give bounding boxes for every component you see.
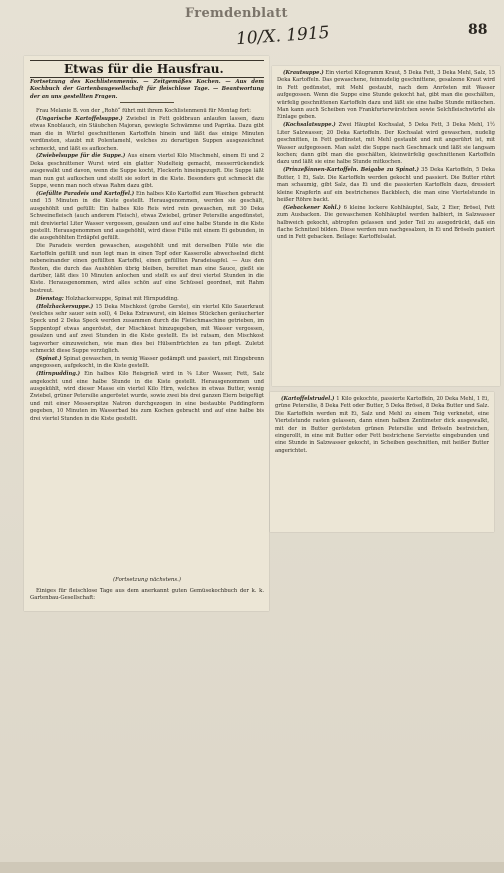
article-title: Etwas für die Hausfrau. — [64, 62, 224, 76]
recipe-text: Die Paradeis werden gewaschen, ausgehöhlt und mit derselben Fülle wie die Kartoffeln gefüllt und nun legt man in einen Topf oder Kasserolle abwechselnd dicht nebeneinander einen gefüllten Kartoffel, einen gefüllten Paradeisapfel. — Aus den Resten, die durch das Aushöhlen übrig bleiben, bereitet man eine Sauce, gießt sie darüber, läßt dies 10 Minuten anlochen und stellt es auf drei viertel Stunden in die Kiste. Herausgenommen, wird alles schön auf eine Schüssel geordnet, mit Rahm bestreut. — [30, 243, 264, 294]
recipe-text: 1 Kilo gekochte, passierte Kartoffeln, 20 Deka Mehl, 1 Ei, grüne Petersilie, 8 Deka Fett oder Butter, 5 Deka Brösel, 8 Deka Butter und Salz. Die Kartoffeln werden mit Ei, Salz und Mehl zu einem Teig verknetet, eine Viertelstunde rasten gelassen, dann einen halben Zentimeter dick ausgewalkt, mit der in Butter gerösteten grünen Petersilie und Bröseln bestreichen, eingerollt, in eine mit Butter oder Fett bestrichene Serviette eingebunden und eine Stunde in Salzwasser gekocht, in Scheiben geschnitten, mit heißer Butter angerichtet. — [275, 396, 489, 454]
recipe-name: (Kartoffelstrudel.) — [281, 396, 335, 402]
recipe-text: Ein viertel Kilogramm Kraut, 5 Deka Fett, 3 Deka Mehl, Salz, 15 Deka Kartoffeln. Das gewaschene, feinnudelig geschnittene, gesalzene Kraut wird in Fett gedünstet, mit Mehl gestaubt, nach dem Anrösten mit Wasser aufgegossen. Wenn die Suppe eine Stunde gekocht hat, gibt man die geschälten, würfelig geschnittenen Kartoffeln dazu und läßt sie eine halbe Stunde mitkochen. Man kann auch Scheiben von Frankfurterwürstchen sowie Selchfleischwürfel als Einlage geben. — [277, 70, 495, 121]
recipe-name: (Ungarische Kartoffelsuppe.) — [36, 115, 123, 122]
recipe-text: Ein halbes Kilo Reisgrieß wird in ⅝ Liter Wasser, Fett, Salz angekocht und eine halbe Stunde in die Kiste gestellt. Herausgenommen und ausgekühlt, wird dieser Masse ein viertel Kilo Hirn, welches in etwas Butter, wenig Zwiebel, grüner Petersilie angeröstet wurde, sowie zwei bis drei ganzen Eiern beigefügt und mit einer Messerspitze Natron durchgezogen in eine bestaubte Puddingform gegeben, 10 Minuten im Wasserbad bis zum Kochen gebracht und auf eine halbe bis drei viertel Stunden in die Kiste gestellt. — [30, 371, 264, 422]
right-column-bottom — [275, 396, 489, 456]
recipe-name: (Prinzeßinnen-Kartoffeln. Beigabe zu Spinat.) — [283, 167, 419, 174]
right-column-top — [277, 70, 495, 242]
recipe-paragraph — [277, 167, 495, 204]
handwritten-date: 10/X. 1915 — [235, 22, 331, 50]
divider — [120, 102, 174, 103]
left-recipe-list — [30, 116, 264, 423]
recipe-name: (Krautsuppe.) — [283, 70, 324, 76]
recipe-paragraph — [30, 371, 264, 423]
recipe-name: (Holzhackersuppe.) — [36, 303, 94, 310]
recipe-name: (Spinat.) — [36, 355, 62, 362]
recipe-paragraph — [277, 122, 495, 166]
recipe-paragraph — [30, 243, 264, 295]
recipe-name: (Kochsalatsuppe.) — [283, 122, 336, 129]
newspaper-name: Fremdenblatt — [185, 6, 288, 21]
recipe-text: Ein halbes Kilo Kartoffel zum Waschen gebracht und 15 Minuten in die Kiste gestellt. Herausgenommen, werden sie geschält, ausgehöhlt und gefüllt: Ein halbes Kilo Reis wird rein gewaschen, mit 30 Deka Schweinefleisch (auch anderem Fleisch), etwas Zwiebel, grüner Petersilie angedünstet, mit dreiviertel Liter Wasser vergossen, gesalzen und auf eine halbe Stunde in die Kiste gestellt. Herausgenommen und ausgehöhlt, wird diese Fülle mit einem Ei gebunden, in die ausgehöhlten Erdäpfel gefüllt. — [30, 190, 265, 242]
source-note: Einiges für fleischlose Tage aus dem anerkannt guten Gemüsekochbuch der k. k. Gartenbau-Gesellschaft: — [30, 588, 264, 602]
recipe-paragraph — [277, 70, 495, 122]
continued-note: (Fortsetzung nächstens.) — [113, 577, 181, 583]
recipe-text: 6 kleine lockere Kohlhäuptel, Salz, 2 Eier, Brösel, Fett zum Ausbacken. Die gewaschenen Kohlhäuptel werden halbiert, in Salzwasser halbweich gekocht, abtropfen gelassen und jeder Teil zu ausgedrückt, daß ein flache Schnitzel bilden. Diese werden nun nachgesalzen, in Ei und Bröseln paniert und in Fett gebacken. Beilage: Kartoffelsalat. — [277, 204, 495, 241]
recipe-paragraph — [30, 191, 264, 243]
recipe-paragraph — [277, 205, 495, 242]
left-column — [30, 108, 264, 424]
recipe-paragraph — [30, 304, 264, 356]
recipe-paragraph — [30, 296, 264, 303]
intro-paragraph: Frau Melanie B. von der „Rohö“ führt mit ihrem Kochlistenmenü für Montag fort: — [36, 108, 251, 114]
recipe-name: (Gebackener Kohl.) — [283, 204, 341, 211]
recipe-name: (Zwiebelsuppe für die Suppe.) — [36, 153, 126, 160]
recipe-text: 15 Deka Mischkost (grobe Gerste), ein viertel Kilo Sauerkraut (welches sehr sauer sein soll), 4 Deka Extrawurst, ein kleines Stückchen geräucherter Speck und 2 Deka Speck werden zusammen durch die Fleischmaschine getrieben, im Suppentopf etwas angeröstet, der Mischkost hinzugegeben, mit Wasser vergossen, gesalzen und auf zwei Stunden in die Kiste gestellt. Es ist ratsam, den Mischkost tagsvorher einzuweichen, wie man dies bei Hülsenfrüchten zu tun pflegt. Zuletzt schmeckt diese Suppe vorzüglich. — [30, 303, 264, 354]
right-recipe-list-b — [275, 396, 489, 455]
recipe-name: (Gefüllte Paradeis und Kartoffel.) — [36, 190, 135, 197]
recipe-name: Dienstag: — [36, 295, 64, 302]
recipe-text: 35 Deka Kartoffeln, 5 Deka Butter, 1 Ei, Salz. Die Kartoffeln werden gekocht und passiert. Die Butter rührt man schaumig, gibt Salz, das Ei und die passierten Kartoffeln dazu, dressiert kleine Krapferln auf ein bestrichenes Backblech, die man eine Viertelstunde in heißer Röhre backt. — [277, 167, 495, 203]
recipe-text: Zwei Häuptel Kochsalat, 5 Deka Fett, 3 Deka Mehl, 1½ Liter Salzwasser, 20 Deka Kartoffeln. Der Kochsalat wird gewaschen, nudelig geschnitten, in Fett gedünstet, mit Mehl gestaubt und mit angerührt ist, mit Wasser aufgegossen. Man salzt die Suppe nach Geschmack und läßt sie langsam kochen; dann gibt man die geschälten, kleinwürfelig geschnittenen Kartoffeln dazu und läßt sie eine halbe Stunde mitkochen. — [277, 122, 495, 166]
page-bottom-edge — [0, 862, 504, 873]
recipe-paragraph — [30, 116, 264, 153]
masthead — [0, 4, 504, 50]
recipe-text: Holzhackersuppe, Spinat mit Hirnpudding. — [65, 295, 179, 302]
recipe-name: (Hirnpudding.) — [36, 371, 81, 378]
recipe-text: Aus einem viertel Kilo Mischmehl, einem Ei und 2 Deka geschnittener Wurst wird ein glatter Nudelteig gemacht, messerrückendick ausgewalkt und davon, wenn die Suppe kocht, Fleckerln hineingezupft. Die Suppe läßt man nun gut aufkochen und stellt sie sofort in die Kiste. Besonders gut schmeckt die Suppe, wenn man noch etwas Rahm dazu gibt. — [30, 153, 265, 190]
page-number: 88 — [468, 22, 488, 38]
article-subhead: Fortsetzung des Kochlistenmenüs. — Zeitgemäßes Kochen. — Aus dem Kochbuch der Gartenbaugesellschaft für fleischlose Tage. — Beantwortung der an uns gestellten Fragen. — [30, 79, 264, 100]
recipe-text: Spinat gewaschen, in wenig Wasser gedämpft und passiert, mit Eingebrenn angegossen, aufgekocht, in die Kiste gestellt. — [30, 355, 264, 370]
recipe-paragraph — [275, 396, 489, 455]
recipe-text: Zwiebel in Fett goldbraun anlaufen lassen, dazu etwas Knoblauch, ein Stäubchen Majoran, gewiegte Schwämme und Paprika. Dazu gibt man die in Würfel geschnittenen Kartoffeln hinein und läßt das einige Minuten verdünsten, staubt mit Polentamehl, welches zu derartigen Suppen ausgezeichnet schmeckt, und läßt es aufkochen. — [30, 115, 264, 152]
right-recipe-list-a — [277, 70, 495, 242]
recipe-paragraph — [30, 153, 264, 190]
recipe-paragraph — [30, 356, 264, 371]
